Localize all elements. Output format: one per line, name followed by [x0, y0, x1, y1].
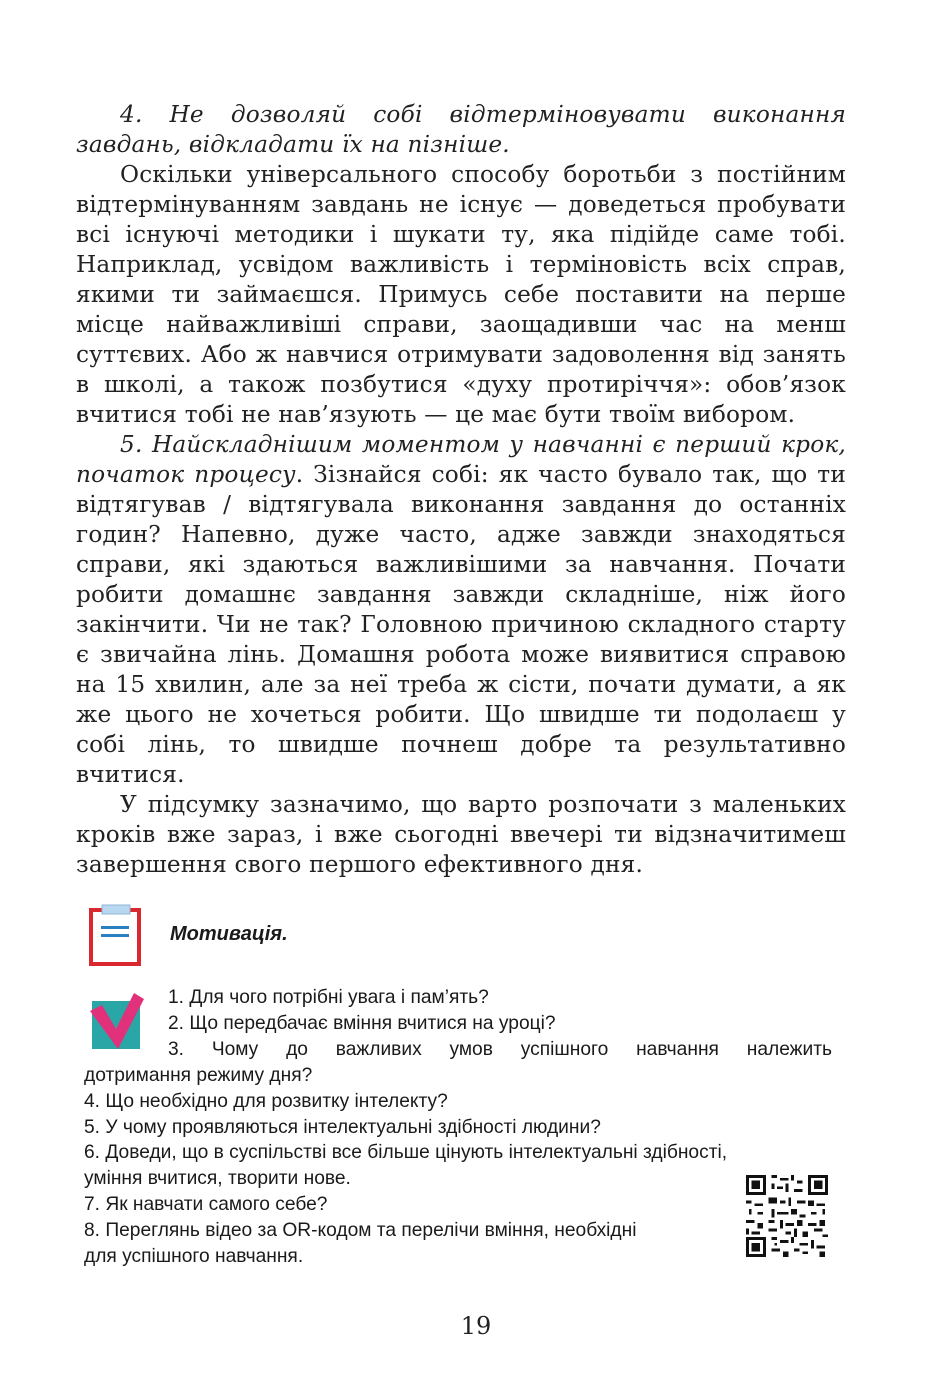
page-number: 19 — [460, 1312, 492, 1340]
question-3-line2: дотримання режиму дня? — [84, 1064, 313, 1086]
motivation-label: Мотивація. — [170, 923, 288, 945]
paragraph-4 — [76, 100, 846, 160]
paragraph-5-italic: 5. Найскладнішим моментом у навчанні є перший крок, початок процесу — [76, 431, 846, 488]
paragraph-4-body: Оскільки універсального способу боротьби з постійним відтермінуванням завдань не існує — доведеться пробувати всі існуючі методики і шукати ту, яка підійде саме тобі. Наприклад, усвідом важливість і терміновість всіх справ, якими ти займаєшся. Примусь себе поставити на перше місце найважливіші справи, заощадивши час на менш суттєвих. Або ж навчися отримувати задоволення від занять в школі, а також позбутися «духу протиріччя»: обов’язок вчитися тобі не нав’язують — це має бути твоїм вибором. — [76, 161, 846, 428]
question-6-line2: уміння вчитися, творити нове. — [84, 1168, 351, 1190]
qr-code-icon[interactable] — [746, 1175, 828, 1257]
motivation-section — [88, 904, 858, 974]
paragraph-5-text: . Зізнайся собі: як часто бувало так, що ти відтягував / відтягувала виконання завдання до останніх годин? Напевно, дуже часто, адже завжди знаходяться справи, які здаються важливішими за навчання. Почати робити домашнє завдання завжди складніше, ніж його закінчити. Чи не так? Головною причиною складного старту є звичайна лінь. Домашня робота може виявитися справою на 15 хвилин, але за неї треба ж сісти, почати думати, а як же цього не хочеться робити. Що швидше ти подолаєш у собі лінь, то швидше почнеш добре та результативно вчитися. — [76, 461, 846, 788]
question-1: 1. Для чого потрібні увага і пам’ять? — [168, 987, 489, 1008]
checkmark-icon — [88, 991, 146, 1049]
question-5: 5. У чому проявляються інтелектуальні здібності людини? — [84, 1116, 601, 1138]
paragraph-4-italic: 4. Не дозволяй собі відтерміновувати виконання завдань, відкладати їх на пізніше. — [76, 101, 846, 158]
question-3-line1: 3. Чому до важливих умов успішного навчання належить — [168, 1038, 832, 1060]
clipboard-icon — [88, 904, 142, 966]
question-4: 4. Що необхідно для розвитку інтелекту? — [84, 1090, 448, 1112]
questions-section — [84, 985, 832, 1270]
question-6-line1: 6. Доведи, що в суспільстві все більше цінують інтелектуальні здібності, — [84, 1142, 728, 1164]
question-8-line1: 8. Переглянь відео за OR-кодом та перелічи вміння, необхідні — [84, 1220, 637, 1242]
summary-paragraph: У підсумку зазначимо, що варто розпочати з маленьких кроків вже зараз, і вже сьогодні ввечері ти відзначитимеш завершення свого першого ефективного дня. — [76, 791, 846, 878]
question-8-line2: для успішного навчання. — [84, 1246, 304, 1268]
question-2: 2. Що передбачає вміння вчитися на уроці? — [168, 1012, 556, 1034]
paragraph-5 — [76, 430, 846, 790]
main-text — [76, 100, 846, 880]
question-7: 7. Як навчати самого себе? — [84, 1194, 328, 1216]
